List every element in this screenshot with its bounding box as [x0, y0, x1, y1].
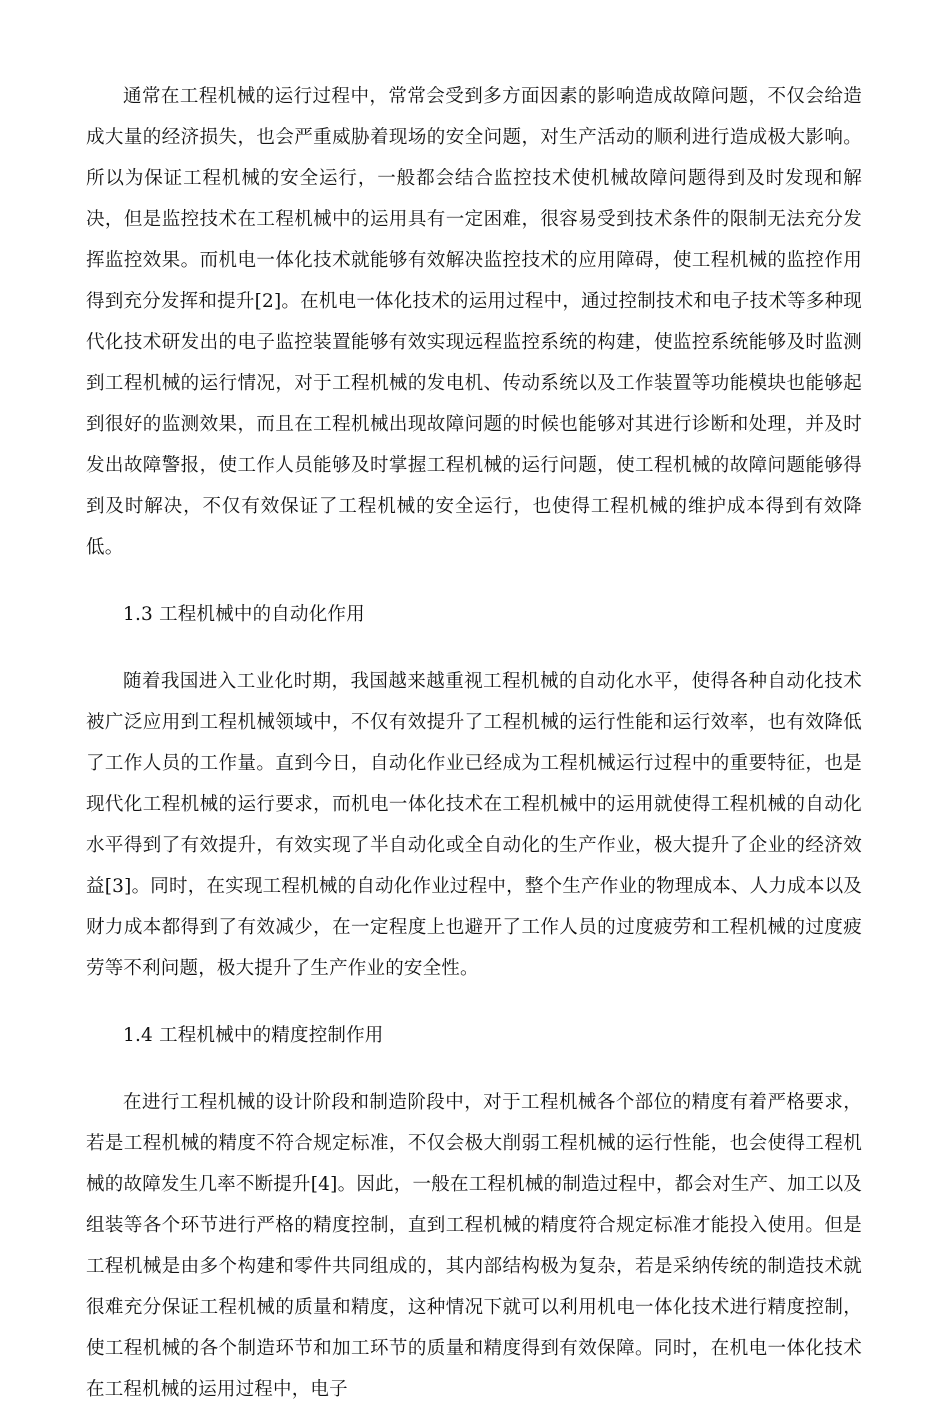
section-heading-1-4: 1.4 工程机械中的精度控制作用 [123, 1025, 384, 1046]
body-paragraph: 通常在工程机械的运行过程中，常常会受到多方面因素的影响造成故障问题，不仅会给造成大量的经济损失，也会严重威胁着现场的安全问题，对生产活动的顺利进行造成极大影响。所以为保证工程机械的安全运行，一般都会结合监控技术使机械故障问题得到及时发现和解决，但是监控技术在工程机械中的运用具有一定困难，很容易受到技术条件的限制无法充分发挥监控效果。而机电一体化技术就能够有效解决监控技术的应用障碍，使工程机械的监控作用得到充分发挥和提升[2]。在机电一体化技术的运用过程中，通过控制技术和电子技术等多种现代化技术研发出的电子监控装置能够有效实现远程监控系统的构建，使监控系统能够及时监测到工程机械的运行情况，对于工程机械的发电机、传动系统以及工作装置等功能模块也能够起到很好的监测效果，而且在工程机械出现故障问题的时候也能够对其进行诊断和处理，并及时发出故障警报，使工作人员能够及时掌握工程机械的运行问题，使工程机械的故障问题能够得到及时解决，不仅有效保证了工程机械的安全运行，也使得工程机械的维护成本得到有效降低。 [86, 86, 862, 558]
body-paragraph: 随着我国进入工业化时期，我国越来越重视工程机械的自动化水平，使得各种自动化技术被广泛应用到工程机械领域中，不仅有效提升了工程机械的运行性能和运行效率，也有效降低了工作人员的工作量。直到今日，自动化作业已经成为工程机械运行过程中的重要特征，也是现代化工程机械的运行要求，而机电一体化技术在工程机械中的运用就使得工程机械的自动化水平得到了有效提升，有效实现了半自动化或全自动化的生产作业，极大提升了企业的经济效益[3]。同时，在实现工程机械的自动化作业过程中，整个生产作业的物理成本、人力成本以及财力成本都得到了有效减少，在一定程度上也避开了工作人员的过度疲劳和工程机械的过度疲劳等不利问题，极大提升了生产作业的安全性。 [86, 671, 862, 979]
body-paragraph: 在进行工程机械的设计阶段和制造阶段中，对于工程机械各个部位的精度有着严格要求，若是工程机械的精度不符合规定标准，不仅会极大削弱工程机械的运行性能，也会使得工程机械的故障发生几率不断提升[4]。因此，一般在工程机械的制造过程中，都会对生产、加工以及组装等各个环节进行严格的精度控制，直到工程机械的精度符合规定标准才能投入使用。但是工程机械是由多个构建和零件共同组成的，其内部结构极为复杂，若是采纳传统的制造技术就很难充分保证工程机械的质量和精度，这种情况下就可以利用机电一体化技术进行精度控制，使工程机械的各个制造环节和加工环节的质量和精度得到有效保障。同时，在机电一体化技术在工程机械的运用过程中，电子 [86, 1092, 862, 1400]
section-heading-1-3: 1.3 工程机械中的自动化作用 [123, 604, 365, 625]
